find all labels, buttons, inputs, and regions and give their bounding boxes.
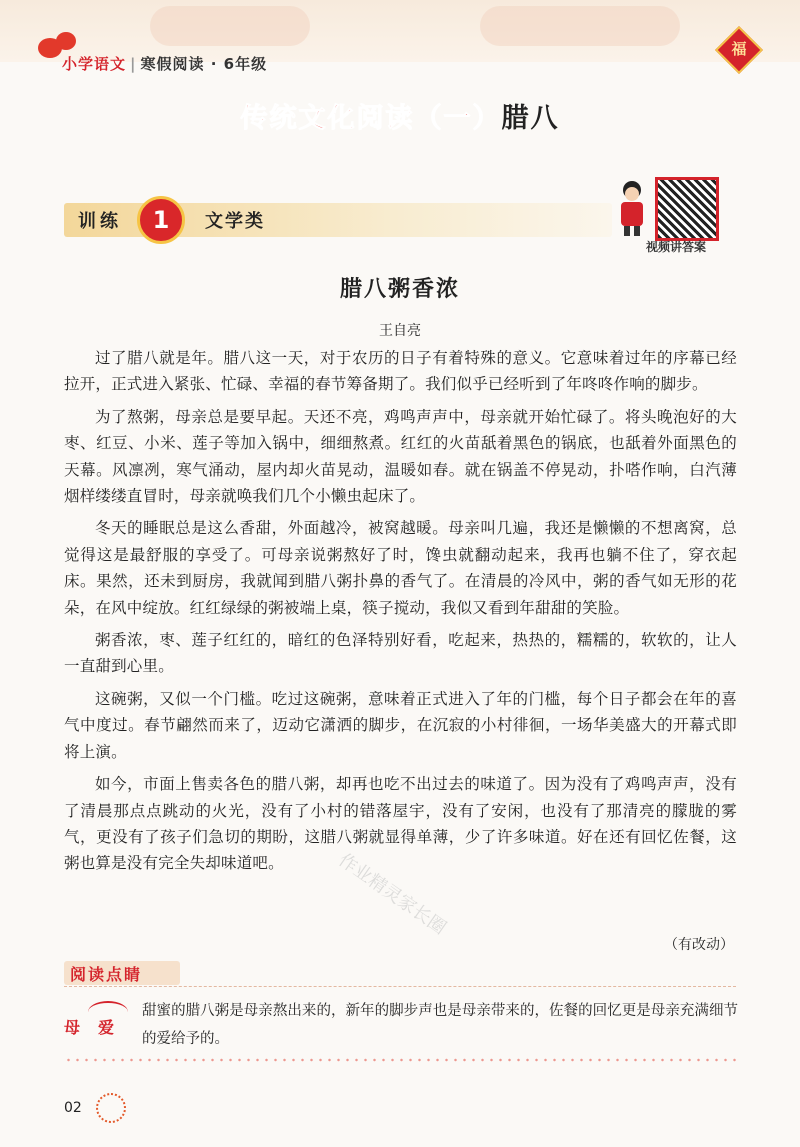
page-title-colored: 传统文化阅读（一） (240, 103, 502, 134)
qr-caption: 视频讲答案 (646, 240, 707, 254)
watermark: 作业精灵家长圈 (334, 849, 450, 939)
paragraph: 粥香浓，枣、莲子红红的，暗红的色泽特别好看，吃起来，热热的，糯糯的，软软的，让人一直甜到心里。 (64, 631, 737, 676)
fu-badge-text: 福 (731, 40, 747, 58)
reading-tip-label: 母爱 (64, 1018, 133, 1037)
unit-label: 文学类 (205, 211, 265, 232)
reading-tip-heading: 阅读点睛 (70, 965, 143, 984)
paragraph: 如今，市面上售卖各色的腊八粥，却再也吃不出过去的味道了。因为没有了鸡鸣声声，没有了清晨那点点跳动的火光，没有了小村的错落屋宇，没有了安闲，也没有了那清亮的朦胧的雾气，更没有了孩子们急切的期盼，这腊八粥就显得单薄，少了许多味道。好在还有回忆佐餐，这粥也算是没有完全失却味道吧。 (64, 775, 737, 873)
cloud-decoration (150, 6, 310, 46)
lantern-icon (56, 32, 76, 50)
cloud-decoration (480, 6, 680, 46)
paragraph: 冬天的睡眠总是这么香甜，外面越冷，被窝越暖。母亲叫几遍，我还是懒懒的不想离窝，总觉得这是最舒服的享受了。可母亲说粥熬好了时，馋虫就翻动起来，我再也躺不住了，穿衣起床。果然，还未到厨房，我就闻到腊八粥扑鼻的香气了。在清晨的冷风中，粥的香气如无形的花朵，在风中绽放。红红绿绿的粥被端上桌，筷子搅动，我似又看到年甜甜的笑脸。 (64, 519, 737, 617)
series-header (62, 53, 267, 74)
paragraph: 为了熬粥，母亲总是要早起。天还不亮，鸡鸣声声中，母亲就开始忙碌了。将头晚泡好的大枣、红豆、小米、莲子等加入锅中，细细熬煮。红红的火苗舐着黑色的锅底，也舐着外面黑色的天幕。风凛冽，寒气涌动，屋内却火苗晃动，温暖如春。就在锅盖不停晃动，扑嗒作响，白汽薄烟样缕缕直冒时，母亲就唤我们几个小懒虫起床了。 (64, 407, 737, 506)
article-author: 王自亮 (379, 323, 421, 339)
subject-label: 小学语文 (62, 55, 127, 73)
page-title-plain: 腊八 (501, 103, 560, 134)
girl-illustration-icon (612, 180, 652, 238)
page-number: 02 (64, 1100, 82, 1116)
qr-code-icon[interactable] (655, 177, 719, 241)
header-separator: | (130, 55, 137, 73)
page-title (0, 96, 800, 135)
reading-tip-divider (64, 986, 736, 987)
revision-note: （有改动） (664, 937, 734, 953)
paragraph: 过了腊八就是年。腊八这一天，对于农历的日子有着特殊的意义。它意味着过年的序幕已经拉开，正式进入紧张、忙碌、幸福的春节筹备期了。我们似乎已经听到了年咚咚作响的脚步。 (64, 349, 737, 394)
series-label: 寒假阅读 · 6年级 (140, 55, 268, 73)
unit-number-badge: 1 (137, 196, 185, 244)
firework-icon (96, 1093, 126, 1123)
paragraph: 这碗粥，又似一个门槛。吃过这碗粥，意味着正式进入了年的门槛，每个日子都会在年的喜气中度过。春节翩然而来了，迈动它潇洒的脚步，在沉寂的小村徘徊，一场华美盛大的开幕式即将上演。 (64, 689, 737, 761)
article-title: 腊八粥香浓 (339, 276, 460, 302)
reading-tip-text: 甜蜜的腊八粥是母亲熬出来的，新年的脚步声也是母亲带来的，佐餐的回忆更是母亲充满细节的爱给予的。 (142, 1003, 738, 1047)
bottom-divider (64, 1057, 736, 1063)
unit-lead: 训练 (78, 211, 122, 232)
article-body (64, 345, 737, 883)
